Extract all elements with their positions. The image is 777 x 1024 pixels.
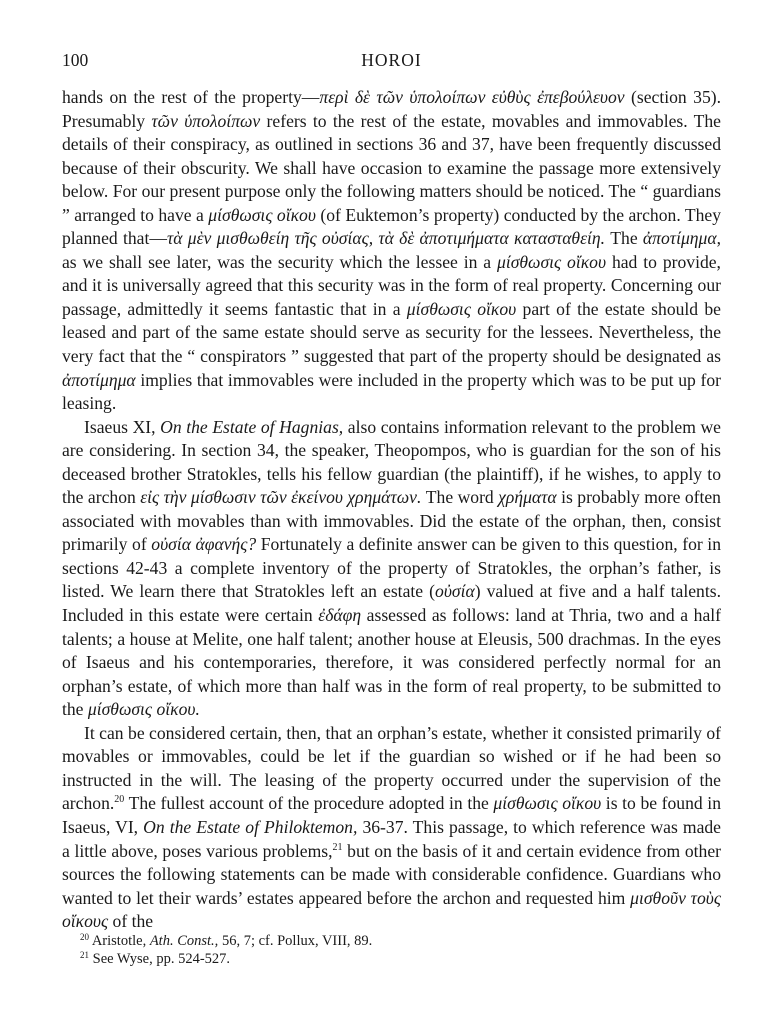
greek-term: μίσθωσις οἴκου. [87, 699, 200, 720]
page-header [62, 50, 721, 74]
text-run: is to be found in Isaeus, VI, [62, 793, 721, 837]
greek-term: ἀποτίμημα [62, 369, 136, 390]
footnote [80, 933, 721, 951]
text-run: ) valued at five and a half talents. Included in this estate were certain [62, 581, 721, 626]
greek-term: χρήματα [498, 487, 557, 508]
footnotes [80, 933, 721, 968]
text-run: of the [108, 911, 154, 932]
text-run: implies that immovables were included in the property which was to be put up for leasing. [62, 369, 721, 414]
text-run: Isaeus XI, [84, 416, 161, 437]
text-run: , as we shall see later, was the security which the lessee in a [62, 228, 721, 272]
footnote-ref: 21 [332, 841, 343, 853]
text-run: (of Euktemon’s property) conducted by the archon. They planned that— [62, 204, 722, 249]
text-run: had to provide, and it is universally agreed that this security was in the form of real property. Concerning our passage, admittedly it seems fantastic that in a [62, 251, 721, 319]
paragraph [62, 416, 721, 722]
greek-term: ἐδάφη [318, 605, 362, 626]
text-run: The fullest account of the procedure adopted in the [124, 793, 494, 814]
text-run: but on the basis of it and certain evidence from other sources the following statements can be made with considerable confidence. Guardians who wanted to let their wards’ estates appeared before the archon and requested him [62, 840, 721, 908]
greek-term: μίσθωσις οἴκου [496, 251, 607, 272]
text-run: is probably more often associated with movables than with immovables. Did the estate of the orphan, then, consist primarily of [62, 487, 721, 555]
text-run: part of the estate should be leased and part of the same estate should serve as security for the lessees. Nevertheless, the very fact that the “ conspirators ” suggested that part of the property should be designated as [62, 298, 721, 367]
greek-term: οὐσία ἀφανής? [151, 534, 257, 555]
greek-term: τὰ μὲν μισθωθείη τῆς οὐσίας, τὰ δὲ ἀποτιμήματα κατασταθείη. [166, 228, 606, 249]
footnote-ref: 20 [114, 794, 125, 806]
text-run: The word [421, 487, 499, 508]
running-head: HOROI [361, 50, 422, 70]
greek-term: μίσθωσις οἴκου [406, 298, 517, 319]
text-run: See Wyse, pp. 524-527. [89, 950, 231, 967]
text-run: 56, 7; cf. Pollux, VIII, 89. [218, 933, 373, 949]
text-run: 36-37. This passage, to which reference was made a little above, poses various problems, [62, 816, 721, 861]
greek-term: εἰς τὴν μίσθωσιν τῶν ἐκείνου χρημάτων. [140, 487, 422, 508]
text-run: assessed as follows: land at Thria, two and a half talents; a house at Melite, one half talent; another house at Eleusis, 500 drachmas. In the eyes of Isaeus and his contemporaries, therefore, it was considered perfectly normal for an orphan’s estate, of which more than half was in the form of real property, to be submitted to the [62, 605, 721, 720]
body-text [62, 86, 721, 934]
footnote-number: 20 [80, 932, 89, 942]
italic-title: Ath. Const., [149, 933, 219, 949]
page-number: 100 [62, 50, 89, 70]
greek-term: περὶ δὲ τῶν ὑπολοίπων εὐθὺς ἐπεβούλευον [319, 87, 625, 107]
text-run: Aristotle, [89, 933, 150, 949]
italic-title: On the Estate of Hagnias, [160, 416, 344, 437]
greek-term: τῶν ὑπολοίπων [151, 110, 261, 131]
text-run: hands on the rest of the property— [62, 87, 320, 107]
greek-term: μίσθωσις οἴκου [208, 204, 316, 225]
text-run: (section 35). Presumably [62, 87, 721, 131]
footnote [80, 951, 721, 969]
paragraph [62, 86, 721, 416]
greek-term: οὐσία [435, 581, 475, 602]
text-run: refers to the rest of the estate, movables and immovables. The details of their conspiracy, as outlined in sections 36 and 37, have been frequently discussed because of their obscurity. We shall have occasion to examine the passage more extensively below. For our present purpose only the following matters should be noticed. The “ guardians ” arranged to have a [62, 110, 721, 225]
text-run: Fortunately a definite answer can be given to this question, for in sections 42-43 a complete inventory of the property of Stratokles, the orphan’s father, is listed. We learn there that Stratokles left an estate ( [62, 534, 721, 602]
text-run: It can be considered certain, then, that an orphan’s estate, whether it consisted primarily of movables or immovables, could be let if the guardian so wished or if he had been so instructed in the will. The leasing of the property occurred under the supervision of the archon. [62, 722, 721, 814]
greek-term: ἀποτίμημα [642, 228, 717, 249]
text-run: also contains information relevant to the problem we are considering. In section 34, the speaker, Theopompos, who is guardian for the son of his deceased brother Stratokles, tells his fellow guardian (the plaintiff), if he wishes, to apply to the archon [62, 416, 721, 508]
greek-term: μίσθωσις οἴκου [493, 793, 602, 814]
italic-title: On the Estate of Philoktemon, [143, 816, 358, 837]
text-run: The [605, 228, 643, 249]
footnote-number: 21 [80, 949, 89, 960]
greek-term: μισθοῦν τοὺς οἴκους [62, 887, 721, 932]
paragraph [62, 722, 721, 934]
